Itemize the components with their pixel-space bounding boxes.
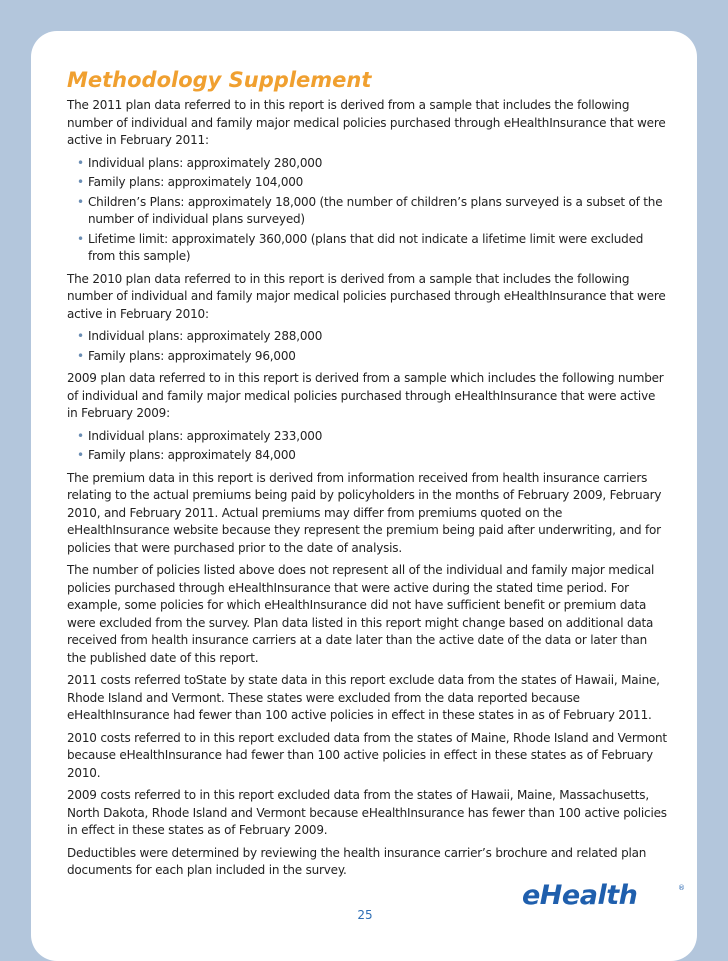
paragraph-2010-intro: The 2010 plan data referred to in this report is derived from a sample that includes the following number of individual and family major medical policies purchased through eHealthInsurance that were active in February 2010: xyxy=(67,271,666,321)
paragraph-2011-intro: The 2011 plan data referred to in this report is derived from a sample that includes the following number of individual and family major medical policies purchased through eHealthInsurance that were active in February 2011: xyxy=(67,98,666,147)
list-item: • Family plans: approximately 96,000 xyxy=(77,348,667,366)
paragraph-2011-costs: 2011 costs referred toState by state data in this report exclude data from the states of Hawaii, Maine, Rhode Island and Vermont. These states were excluded from the data reported because eHealthInsurance had fewer than 100 active policies in effect in these states in as of February 2011. xyxy=(67,673,660,722)
registered-mark: ® xyxy=(678,884,685,892)
document-page xyxy=(31,31,697,961)
paragraph-2009-costs: 2009 costs referred to in this report excluded data from the states of Hawaii, Maine, Massachusetts, North Dakota, Rhode Island and Vermont because eHealthInsurance has fewer than 100 active policies in effect in these states as of February 2009. xyxy=(67,788,667,837)
list-item: • Individual plans: approximately 280,000 xyxy=(77,155,667,173)
list-item: • Individual plans: approximately 233,000 xyxy=(77,428,667,446)
page-title: Methodology Supplement xyxy=(67,68,372,92)
paragraph-premium-data: The premium data in this report is derived from information received from health insurance carriers relating to the actual premiums being paid by policyholders in the months of February 2009, February 2010, and February 2011. Actual premiums may differ from premiums quoted on the eHealthInsurance website because they represent the premium being paid after underwriting, and for policies that were purchased prior to the date of analysis. xyxy=(67,470,662,555)
bullet-list-2009 xyxy=(67,428,667,465)
page-content xyxy=(67,67,667,885)
page-number: 25 xyxy=(357,908,373,922)
list-item: • Family plans: approximately 84,000 xyxy=(77,447,667,465)
paragraph-2010-costs: 2010 costs referred to in this report excluded data from the states of Maine, Rhode Island and Vermont because eHealthInsurance had fewer than 100 active policies in effect in these states as of February 2010. xyxy=(67,730,667,780)
list-item: • Family plans: approximately 104,000 xyxy=(77,174,667,192)
paragraph-2009-intro: 2009 plan data referred to in this report is derived from a sample which includes the following number of individual and family major medical policies purchased through eHealthInsurance that were active in February 2009: xyxy=(67,371,664,420)
list-item: • Individual plans: approximately 288,000 xyxy=(77,328,667,346)
list-item: • Children’s Plans: approximately 18,000 (the number of children’s plans surveyed is a subset of the number of individual plans surveyed) xyxy=(77,194,667,229)
ehealth-logo: eHealth xyxy=(522,880,638,911)
paragraph-number-of-policies: The number of policies listed above does not represent all of the individual and family major medical policies purchased through eHealthInsurance that were active during the stated time period. For example, some policies for which eHealthInsurance did not have sufficient benefit or premium data were excluded from the survey. Plan data listed in this report might change based on additional data received from health insurance carriers at a date later than the active date of the data or later than the published date of this report. xyxy=(67,563,655,665)
bullet-list-2010 xyxy=(67,328,667,365)
bullet-list-2011 xyxy=(67,155,667,266)
list-item: • Lifetime limit: approximately 360,000 (plans that did not indicate a lifetime limit were excluded from this sample) xyxy=(77,231,667,266)
paragraph-deductibles: Deductibles were determined by reviewing the health insurance carrier’s brochure and related plan documents for each plan included in the survey. xyxy=(67,845,647,877)
